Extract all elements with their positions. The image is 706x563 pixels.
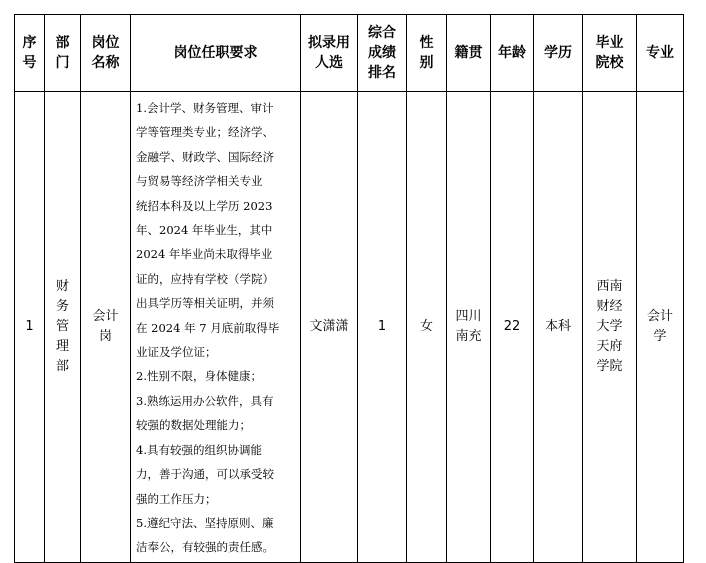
- cell-school: 西南财经大学天府学院: [583, 92, 637, 563]
- requirement-line: 2.性别不限，身体健康；: [136, 369, 262, 384]
- header-index: 序号: [15, 15, 45, 92]
- cell-rank: 1: [358, 92, 407, 563]
- requirement-line: 5.遵纪守法、坚持原则、廉: [136, 515, 274, 530]
- header-gender: 性别: [407, 15, 447, 92]
- requirement-line: 统招本科及以上学历 2023: [136, 198, 273, 213]
- requirement-line: 4.具有较强的组织协调能: [136, 442, 262, 457]
- header-department: 部门: [45, 15, 81, 92]
- header-school: 毕业院校: [583, 15, 637, 92]
- requirement-line: 金融学、财政学、国际经济: [136, 149, 274, 164]
- cell-requirements: [131, 92, 301, 563]
- cell-education: 本科: [534, 92, 583, 563]
- requirement-line: 年、2024 年毕业生，其中: [136, 223, 273, 238]
- requirement-line: 力，善于沟通，可以承受较: [136, 467, 274, 482]
- cell-major: 会计学: [637, 92, 684, 563]
- recruitment-table: [14, 14, 684, 563]
- header-requirements: 岗位任职要求: [131, 15, 301, 92]
- requirement-line: 学等管理类专业；经济学、: [136, 125, 274, 140]
- requirement-line: 证的，应持有学校（学院）: [136, 271, 274, 286]
- cell-candidate: 文潇潇: [301, 92, 358, 563]
- requirement-line: 业证及学位证；: [136, 345, 217, 360]
- cell-index: 1: [15, 92, 45, 563]
- cell-position: 会计岗: [81, 92, 131, 563]
- cell-origin: 四川南充: [447, 92, 491, 563]
- requirement-line: 较强的数据处理能力；: [136, 418, 251, 433]
- header-origin: 籍贯: [447, 15, 491, 92]
- header-age: 年龄: [491, 15, 534, 92]
- cell-gender: 女: [407, 92, 447, 563]
- header-major: 专业: [637, 15, 684, 92]
- header-row: [15, 15, 684, 92]
- requirement-line: 3.熟练运用办公软件，具有: [136, 393, 274, 408]
- requirement-line: 洁奉公，有较强的责任感。: [136, 540, 274, 555]
- header-position: 岗位名称: [81, 15, 131, 92]
- requirement-line: 强的工作压力；: [136, 491, 217, 506]
- requirement-line: 出具学历等相关证明，并须: [136, 296, 274, 311]
- header-candidate: 拟录用人选: [301, 15, 358, 92]
- requirement-line: 1.会计学、财务管理、审计: [136, 101, 274, 115]
- requirement-line: 与贸易等经济学相关专业: [136, 174, 263, 189]
- requirement-line: 2024 年毕业尚未取得毕业: [136, 247, 273, 262]
- header-education: 学历: [534, 15, 583, 92]
- cell-department: 财务管理部: [45, 92, 81, 563]
- cell-age: 22: [491, 92, 534, 563]
- requirement-line: 在 2024 年 7 月底前取得毕: [136, 320, 280, 335]
- table-row: [15, 92, 684, 563]
- header-rank: 综合成绩排名: [358, 15, 407, 92]
